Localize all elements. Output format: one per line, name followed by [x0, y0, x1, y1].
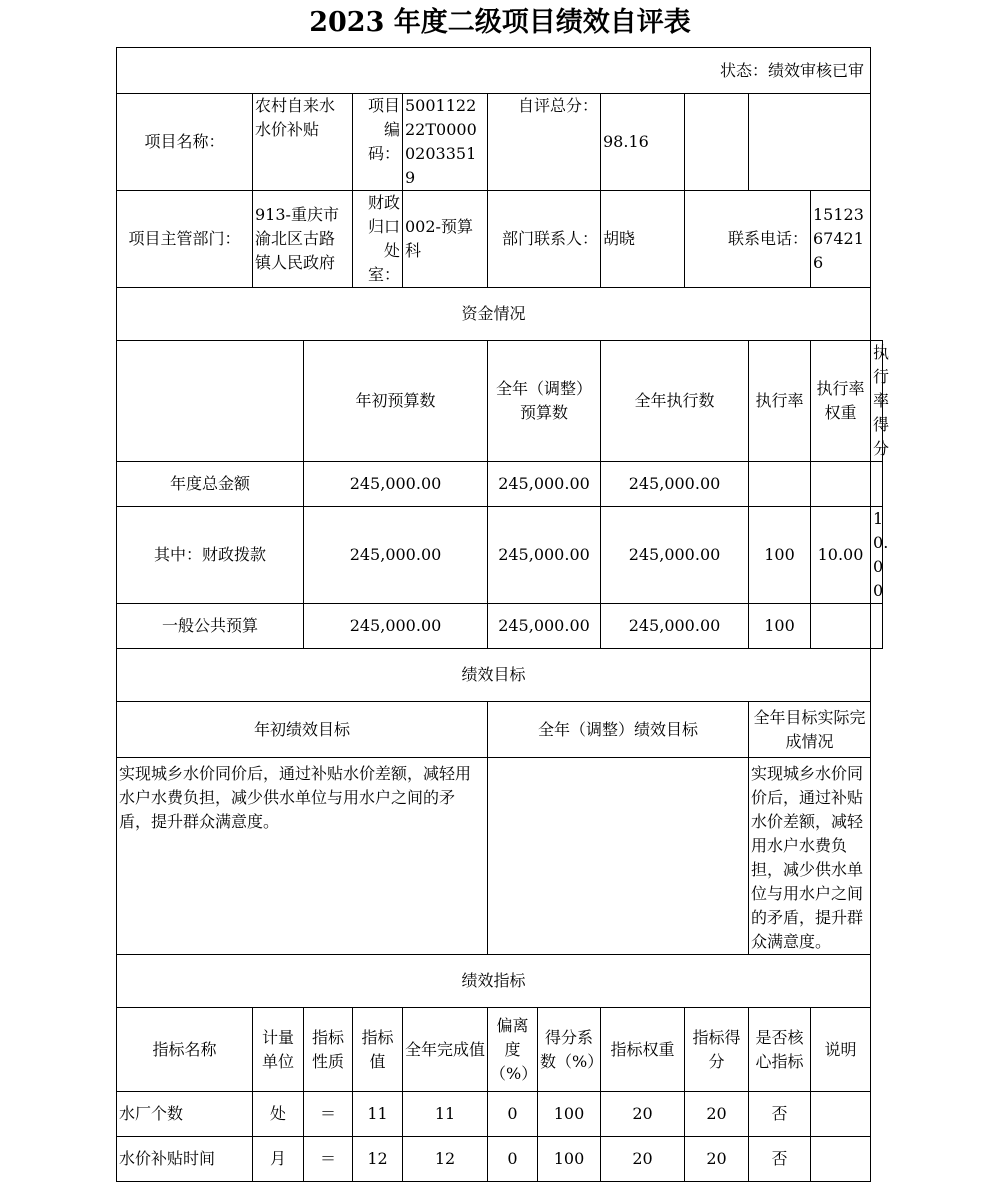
- indicator-header: 得分系数（%）: [538, 1008, 601, 1092]
- goals-header: 全年（调整）绩效目标: [488, 702, 749, 758]
- indicator-header: 是否核心指标: [749, 1008, 811, 1092]
- indicator-cell: ＝: [304, 1137, 353, 1182]
- funds-cell: [749, 462, 811, 507]
- project-code-value: 500112222T000002033519: [403, 94, 488, 191]
- indicator-cell: 20: [685, 1092, 749, 1137]
- funds-header: 全年执行数: [601, 341, 749, 462]
- funds-row: [117, 507, 883, 604]
- actual-completion-text: 实现城乡水价同价后，通过补贴水价差额，减轻用水户水费负担，减少供水单位与用水户之间的矛盾，提升群众满意度。: [749, 758, 871, 955]
- contact-value: 胡晓: [601, 191, 685, 288]
- funds-header-blank: [117, 341, 304, 462]
- finance-office-label: 财政归口处室：: [353, 191, 403, 288]
- funds-header: 年初预算数: [304, 341, 488, 462]
- indicators-section-title: 绩效指标: [117, 955, 871, 1008]
- funds-row-label: 一般公共预算: [117, 604, 304, 649]
- indicator-name: 水厂个数: [117, 1092, 253, 1137]
- goals-header: 年初绩效目标: [117, 702, 488, 758]
- funds-header: 执行率得分: [871, 341, 883, 462]
- goals-header: 全年目标实际完成情况: [749, 702, 871, 758]
- funds-section-title: 资金情况: [117, 288, 871, 341]
- funds-cell: 245,000.00: [304, 462, 488, 507]
- contact-label: 部门联系人：: [488, 191, 601, 288]
- indicator-header: 指标名称: [117, 1008, 253, 1092]
- empty-cell: [685, 94, 749, 191]
- adjusted-goal-text: [488, 758, 749, 955]
- project-name-value: 农村自来水水价补贴: [253, 94, 353, 191]
- indicator-cell: 100: [538, 1092, 601, 1137]
- indicator-row: [117, 1092, 883, 1137]
- goals-section-title: 绩效目标: [117, 649, 871, 702]
- indicator-header: 指标值: [353, 1008, 403, 1092]
- funds-cell: [871, 462, 883, 507]
- indicator-cell: 11: [403, 1092, 488, 1137]
- funds-cell: 245,000.00: [601, 604, 749, 649]
- indicator-row: [117, 1137, 883, 1182]
- score-value: 98.16: [601, 94, 685, 191]
- indicator-cell: 20: [685, 1137, 749, 1182]
- funds-cell: 245,000.00: [304, 604, 488, 649]
- project-code-label: 项目编码：: [353, 94, 403, 191]
- empty-cell: [749, 94, 871, 191]
- indicator-cell: 12: [403, 1137, 488, 1182]
- indicator-cell: 100: [538, 1137, 601, 1182]
- initial-goal-text: 实现城乡水价同价后，通过补贴水价差额，减轻用水户水费负担，减少供水单位与用水户之间的矛盾，提升群众满意度。: [117, 758, 488, 955]
- funds-cell: 245,000.00: [304, 507, 488, 604]
- project-name-label: 项目名称：: [117, 94, 253, 191]
- funds-header: 执行率权重: [811, 341, 871, 462]
- indicator-cell: 12: [353, 1137, 403, 1182]
- indicator-cell: ＝: [304, 1092, 353, 1137]
- funds-cell: 245,000.00: [488, 462, 601, 507]
- funds-header: 执行率: [749, 341, 811, 462]
- funds-row-label: 其中：财政拨款: [117, 507, 304, 604]
- indicator-header: 说明: [811, 1008, 871, 1092]
- indicator-cell: 月: [253, 1137, 304, 1182]
- indicator-cell: [811, 1092, 871, 1137]
- funds-cell: [871, 604, 883, 649]
- indicator-header: 偏离度（%）: [488, 1008, 538, 1092]
- indicator-header: 指标得分: [685, 1008, 749, 1092]
- funds-cell: 10.00: [811, 507, 871, 604]
- indicator-cell: 0: [488, 1137, 538, 1182]
- evaluation-form: [116, 47, 890, 1182]
- funds-cell: 245,000.00: [601, 507, 749, 604]
- funds-row: [117, 604, 883, 649]
- finance-office-value: 002-预算科: [403, 191, 488, 288]
- indicator-cell: 否: [749, 1137, 811, 1182]
- funds-cell: 245,000.00: [488, 507, 601, 604]
- indicator-cell: 20: [601, 1137, 685, 1182]
- funds-cell: 245,000.00: [488, 604, 601, 649]
- indicator-cell: 否: [749, 1092, 811, 1137]
- department-label: 项目主管部门：: [117, 191, 253, 288]
- indicator-header: 计量单位: [253, 1008, 304, 1092]
- indicator-name: 水价补贴时间: [117, 1137, 253, 1182]
- status-text: 状态：绩效审核已审: [117, 48, 871, 94]
- page-title: 2023 年度二级项目绩效自评表: [309, 7, 691, 38]
- indicator-header: 指标权重: [601, 1008, 685, 1092]
- phone-label: 联系电话：: [685, 191, 811, 288]
- phone-value: 15123674216: [811, 191, 871, 288]
- indicator-cell: 20: [601, 1092, 685, 1137]
- funds-cell: 100: [749, 507, 811, 604]
- score-label: 自评总分：: [488, 94, 601, 191]
- indicator-header: 全年完成值: [403, 1008, 488, 1092]
- indicator-cell: [811, 1137, 871, 1182]
- indicator-cell: 0: [488, 1092, 538, 1137]
- indicator-cell: 11: [353, 1092, 403, 1137]
- funds-cell: 245,000.00: [601, 462, 749, 507]
- funds-cell: [811, 462, 871, 507]
- funds-row: [117, 462, 883, 507]
- indicator-header: 指标性质: [304, 1008, 353, 1092]
- indicator-cell: 处: [253, 1092, 304, 1137]
- funds-cell: 10.00: [871, 507, 883, 604]
- department-value: 913-重庆市渝北区古路镇人民政府: [253, 191, 353, 288]
- funds-header: 全年（调整）预算数: [488, 341, 601, 462]
- funds-cell: [811, 604, 871, 649]
- funds-cell: 100: [749, 604, 811, 649]
- funds-row-label: 年度总金额: [117, 462, 304, 507]
